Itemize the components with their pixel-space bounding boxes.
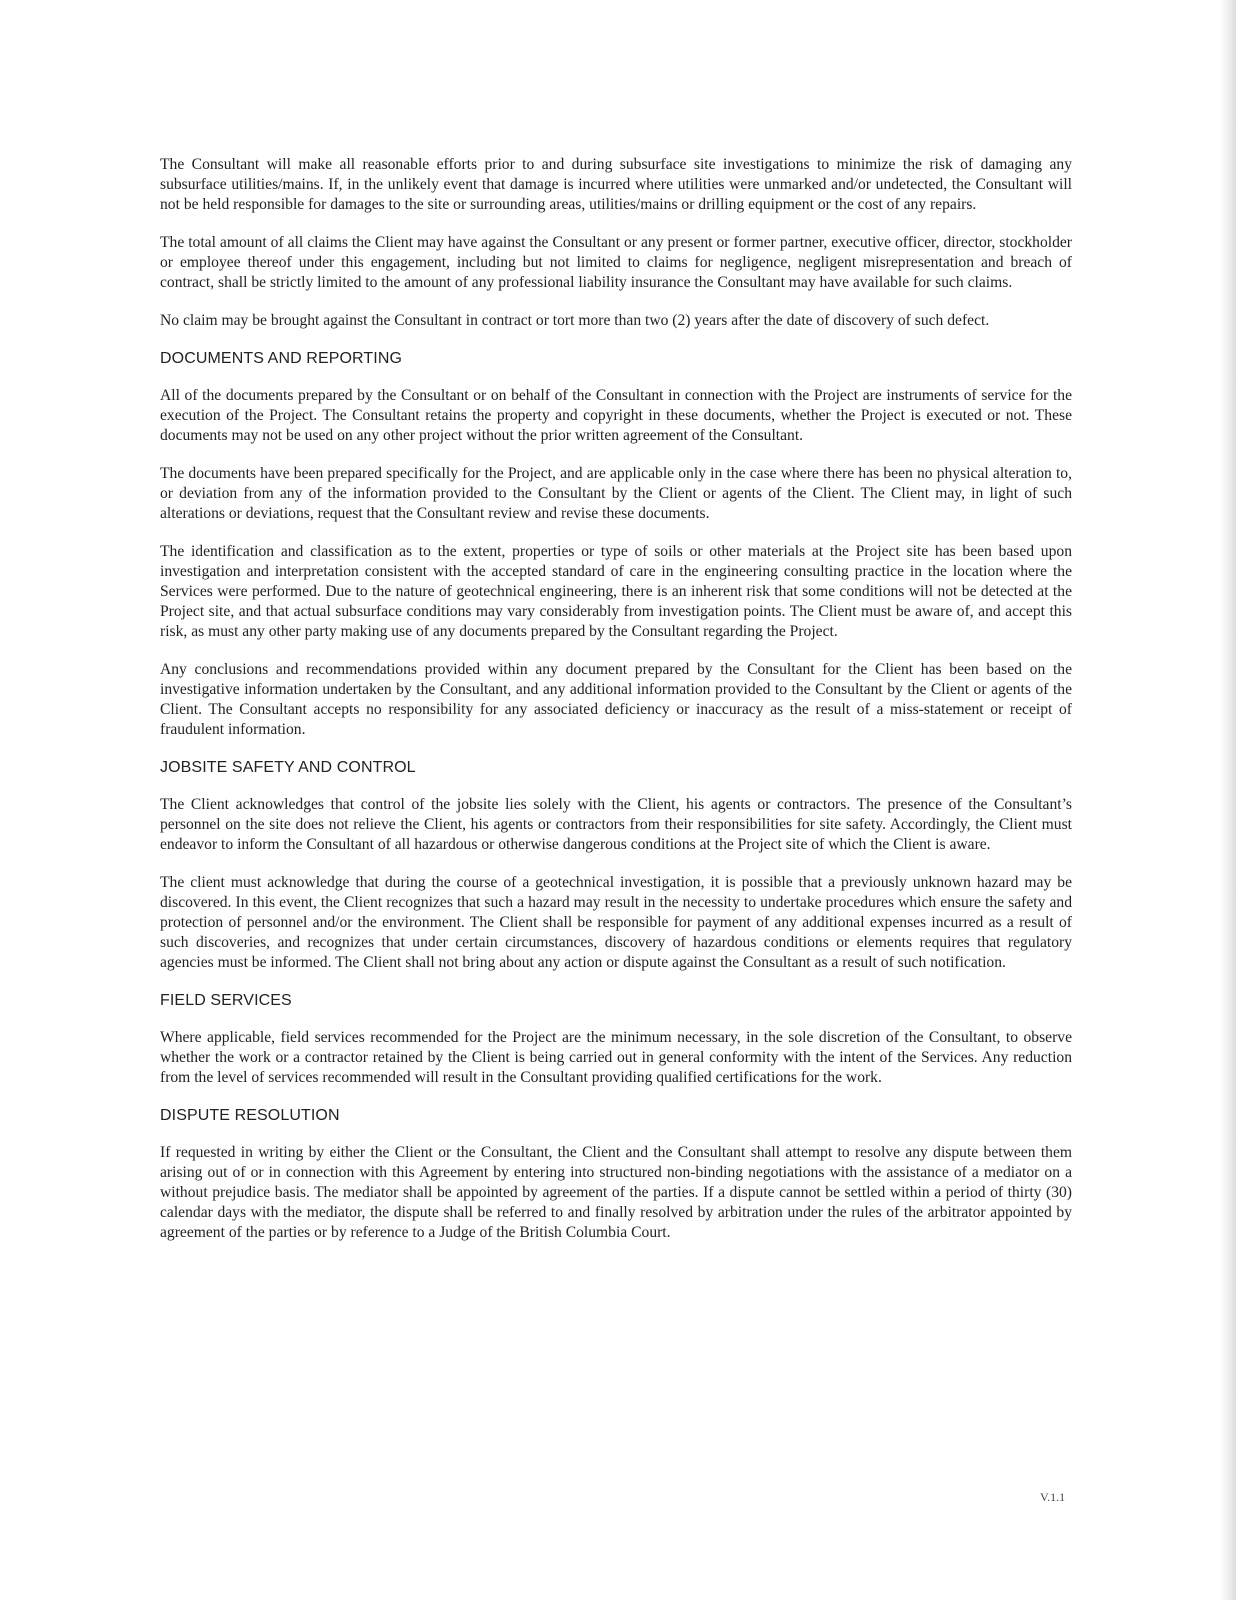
document-body — [160, 155, 1072, 1261]
paragraph-dispute-resolution: If requested in writing by either the Client or the Consultant, the Client and the Consultant shall attempt to resolve any dispute between them arising out of or in connection with this Agreement by entering into structured non-binding negotiations with the assistance of a mediator on a without prejudice basis. The mediator shall be appointed by agreement of the parties. If a dispute cannot be settled within a period of thirty (30) calendar days with the mediator, the dispute shall be referred to and finally resolved by arbitration under the rules of the arbitrator appointed by agreement of the parties or by reference to a Judge of the British Columbia Court. — [160, 1144, 1072, 1241]
paragraph-claims-limit: The total amount of all claims the Client may have against the Consultant or any present or former partner, executive officer, director, stockholder or employee thereof under this engagement, including but not limited to claims for negligence, negligent misrepresentation and breach of contract, shall be strictly limited to the amount of any professional liability insurance the Consultant may have available for such claims. — [160, 234, 1072, 291]
paragraph-subsurface-utilities: The Consultant will make all reasonable efforts prior to and during subsurface site investigations to minimize the risk of damaging any subsurface utilities/mains. If, in the unlikely event that damage is incurred where utilities were unmarked and/or undetected, the Consultant will not be held responsible for damages to the site or surrounding areas, utilities/mains or drilling equipment or the cost of any repairs. — [160, 156, 1072, 213]
paragraph-claim-time-limit: No claim may be brought against the Consultant in contract or tort more than two (2) years after the date of discovery of such defect. — [160, 312, 990, 329]
paragraph-soil-classification: The identification and classification as to the extent, properties or type of soils or other materials at the Project site has been based upon investigation and interpretation consistent with the accepted standard of care in the engineering consulting practice in the location where the Services were performed. Due to the nature of geotechnical engineering, there is an inherent risk that some conditions will not be detected at the Project site, and that actual subsurface conditions may vary considerably from investigation points. The Client must be aware of, and accept this risk, as must any other party making use of any documents prepared by the Consultant regarding the Project. — [160, 543, 1072, 640]
paragraph-hazard-discovery: The client must acknowledge that during the course of a geotechnical investigation, it is possible that a previously unknown hazard may be discovered. In this event, the Client recognizes that such a hazard may result in the necessity to undertake procedures which ensure the safety and protection of personnel and/or the environment. The Client shall be responsible for payment of any additional expenses incurred as a result of such discoveries, and recognizes that under certain circumstances, discovery of hazardous conditions or elements requires that regulatory agencies must be informed. The Client shall not bring about any action or dispute against the Consultant as a result of such notification. — [160, 874, 1072, 971]
heading-documents-and-reporting: DOCUMENTS AND REPORTING — [160, 350, 403, 367]
page-edge-shadow — [1220, 0, 1236, 1600]
paragraph-jobsite-control: The Client acknowledges that control of the jobsite lies solely with the Client, his agents or contractors. The presence of the Consultant’s personnel on the site does not relieve the Client, his agents or contractors from their responsibilities for site safety. Accordingly, the Client must endeavor to inform the Consultant of all hazardous or otherwise dangerous conditions at the Project site of which the Client is aware. — [160, 796, 1072, 853]
heading-field-services: FIELD SERVICES — [160, 992, 292, 1009]
paragraph-documents-applicability: The documents have been prepared specifically for the Project, and are applicable only in the case where there has been no physical alteration to, or deviation from any of the information provided to the Consultant by the Client or agents of the Client. The Client may, in light of such alterations or deviations, request that the Consultant review and revise these documents. — [160, 465, 1072, 522]
paragraph-documents-ownership: All of the documents prepared by the Consultant or on behalf of the Consultant in connection with the Project are instruments of service for the execution of the Project. The Consultant retains the property and copyright in these documents, whether the Project is executed or not. These documents may not be used on any other project without the prior written agreement of the Consultant. — [160, 387, 1072, 444]
heading-jobsite-safety: JOBSITE SAFETY AND CONTROL — [160, 759, 416, 776]
heading-dispute-resolution: DISPUTE RESOLUTION — [160, 1107, 340, 1124]
version-label: V.1.1 — [1040, 1490, 1066, 1504]
paragraph-conclusions: Any conclusions and recommendations provided within any document prepared by the Consultant for the Client has been based on the investigative information undertaken by the Consultant, and any additional information provided to the Consultant by the Client or agents of the Client. The Consultant accepts no responsibility for any associated deficiency or inaccuracy as the result of a miss-statement or receipt of fraudulent information. — [160, 661, 1072, 738]
paragraph-field-services: Where applicable, field services recommended for the Project are the minimum necessary, in the sole discretion of the Consultant, to observe whether the work or a contractor retained by the Client is being carried out in general conformity with the intent of the Services. Any reduction from the level of services recommended will result in the Consultant providing qualified certifications for the work. — [160, 1029, 1072, 1086]
